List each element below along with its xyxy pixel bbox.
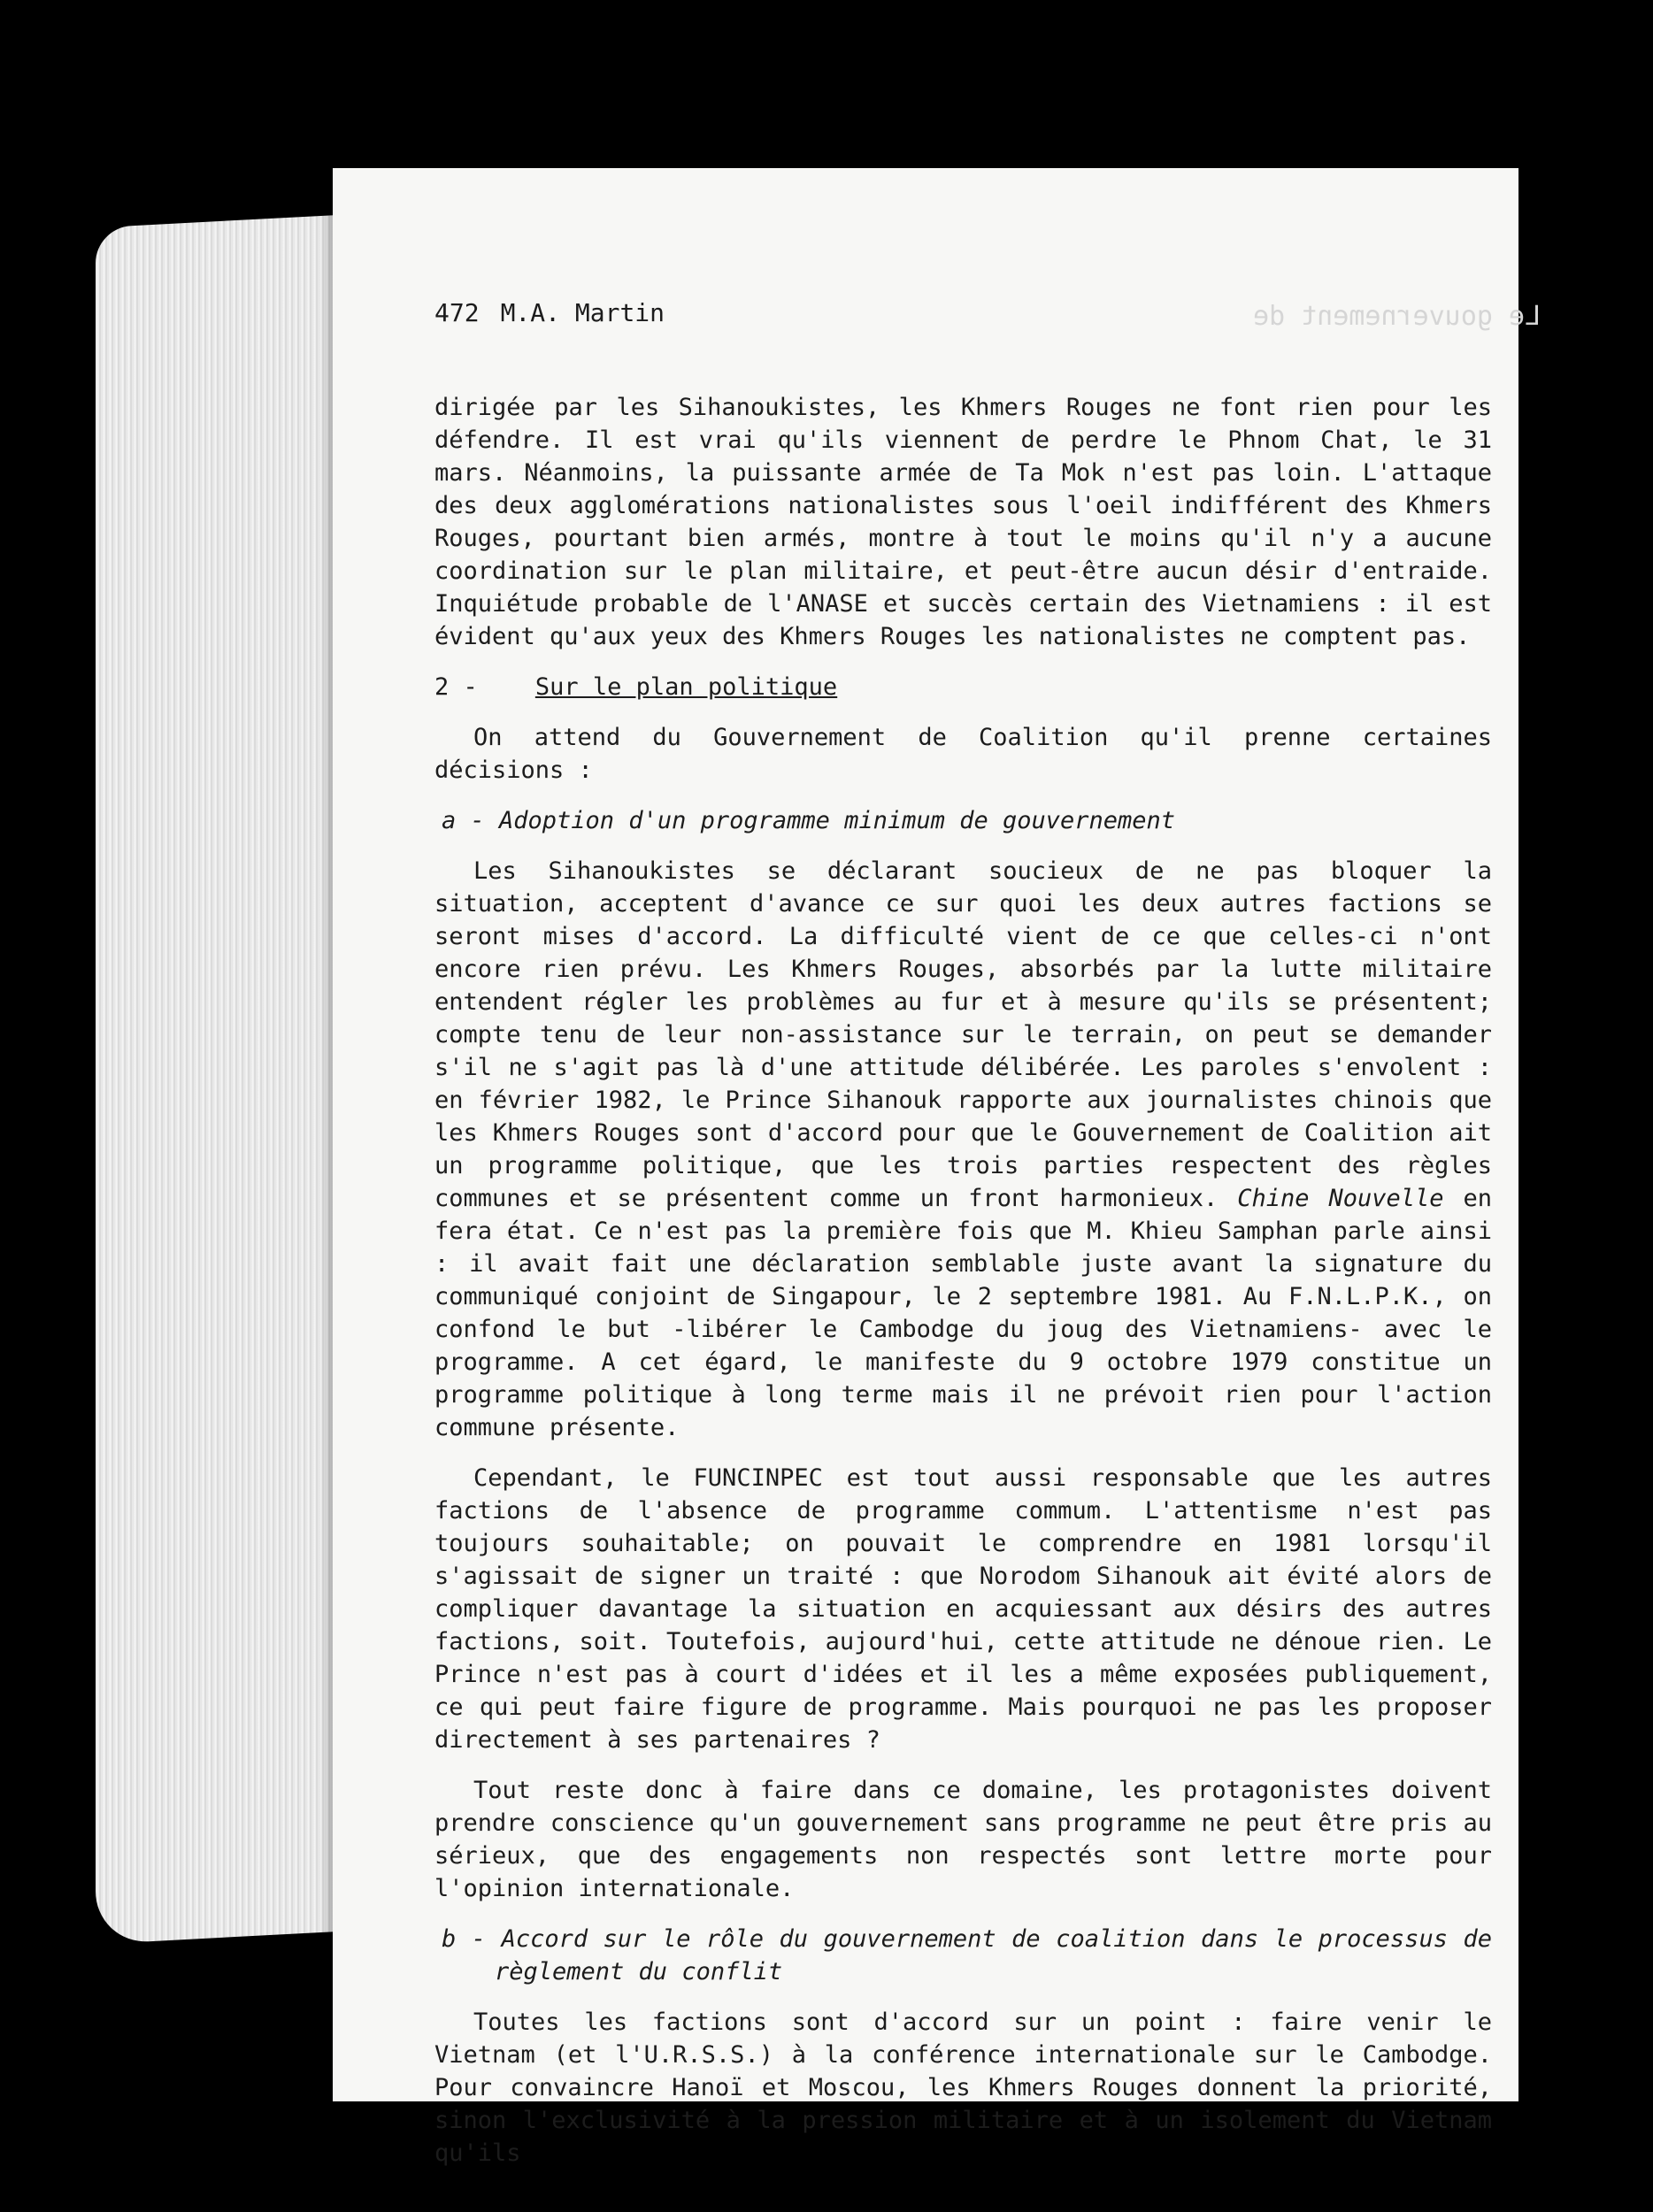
subheading-b: b - Accord sur le rôle du gouvernement de coalition dans le processus de règlement du conflit xyxy=(442,1925,1492,1985)
book-page xyxy=(333,168,1542,2167)
page-content xyxy=(434,296,1492,2187)
book-page-edges xyxy=(96,215,343,1945)
author-name: M.A. Martin xyxy=(500,298,665,327)
paragraph-5: Tout reste donc à faire dans ce domaine, les protagonistes doivent prendre conscience qu'un gouvernement sans programme ne peut être pris au sérieux, que des engagements non respectés sont lettre morte pour l'opinion internationale. xyxy=(434,1777,1492,1902)
paragraph-1: dirigée par les Sihanoukistes, les Khmers Rouges ne font rien pour les défendre. Il est vrai qu'ils viennent de perdre le Phnom Chat, le 31 mars. Néanmoins, la puissante armée de Ta Mok n'est pas loin. L'attaque des deux agglomérations nationalistes sous l'oeil indifférent des Khmers Rouges, pourtant bien armés, montre à tout le moins qu'il n'y a aucune coordination sur le plan militaire, et peut-être aucun désir d'entraide. Inquiétude probable de l'ANASE et succès certain des Vietnamiens : il est évident qu'aux yeux des Khmers Rouges les nationalistes ne comptent pas. xyxy=(434,394,1492,650)
paragraph-4: Cependant, le FUNCINPEC est tout aussi responsable que les autres factions de l'absence de programme commum. L'attentisme n'est pas toujours souhaitable; on pouvait le comprendre en 1981 lorsqu'il s'agissait de signer un traité : que Norodom Sihanouk ait évité alors de compliquer davantage la situation en acquiessant aux désirs des autres factions, soit. Toutefois, aujourd'hui, cette attitude ne dénoue rien. Le Prince n'est pas à court d'idées et il les a même exposées publiquement, ce qui peut faire figure de programme. Mais pourquoi ne pas les proposer directement à ses partenaires ? xyxy=(434,1464,1492,1754)
page-number: 472 xyxy=(434,298,480,327)
paragraph-3-start: Les Sihanoukistes se déclarant soucieux de ne pas bloquer la situation, acceptent d'avance ce sur quoi les deux autres factions se seront mises d'accord. La difficulté vient de ce que celles-ci n'ont encore rien prévu. Les Khmers Rouges, absorbés par la lutte militaire entendent régler les problèmes au fur et à mesure qu'ils se présentent; compte tenu de leur non-assistance sur le terrain, on peut se demander s'il ne s'agit pas là d'une attitude délibérée. Les paroles s'envolent : en février 1982, le Prince Sihanouk rapporte aux journalistes chinois que les Khmers Rouges sont d'accord pour que le Gouvernement de Coalition ait un programme politique, que les trois parties respectent des règles communes et se présentent comme un front harmonieux. xyxy=(434,857,1492,1212)
running-header xyxy=(434,296,1492,329)
section-heading xyxy=(434,671,1492,703)
ghost-text: Le gouvernement de xyxy=(1253,301,1542,332)
paragraph-3 xyxy=(434,855,1492,1444)
paragraph-2: On attend du Gouvernement de Coalition qu'il prenne certaines décisions : xyxy=(434,724,1492,784)
publication-title: Chine Nouvelle xyxy=(1237,1185,1444,1212)
paragraph-6: Toutes les factions sont d'accord sur un point : faire venir le Vietnam (et l'U.R.S.S.) à la conférence internationale sur le Cambodge. Pour convaincre Hanoï et Moscou, les Khmers Rouges donnent la priorité, sinon l'exclusivité à la pression militaire et à un isolement du Vietnam qu'ils xyxy=(434,2008,1492,2167)
paragraph-3-end: en fera état. Ce n'est pas la première fois que M. Khieu Samphan parle ainsi : il avait fait une déclaration semblable juste avant la signature du communiqué conjoint de Singapour, le 2 septembre 1981. Au F.N.L.P.K., on confond le but -libérer le Cambodge du joug des Vietnamiens- avec le programme. A cet égard, le manifeste du 9 octobre 1979 constitue un programme politique à long terme mais il ne prévoit rien pour l'action commune présente. xyxy=(434,1185,1492,1441)
section-title: Sur le plan politique xyxy=(534,673,838,701)
subheading-a: a - Adoption d'un programme minimum de gouvernement xyxy=(442,807,1176,834)
section-number: 2 - xyxy=(434,673,478,701)
